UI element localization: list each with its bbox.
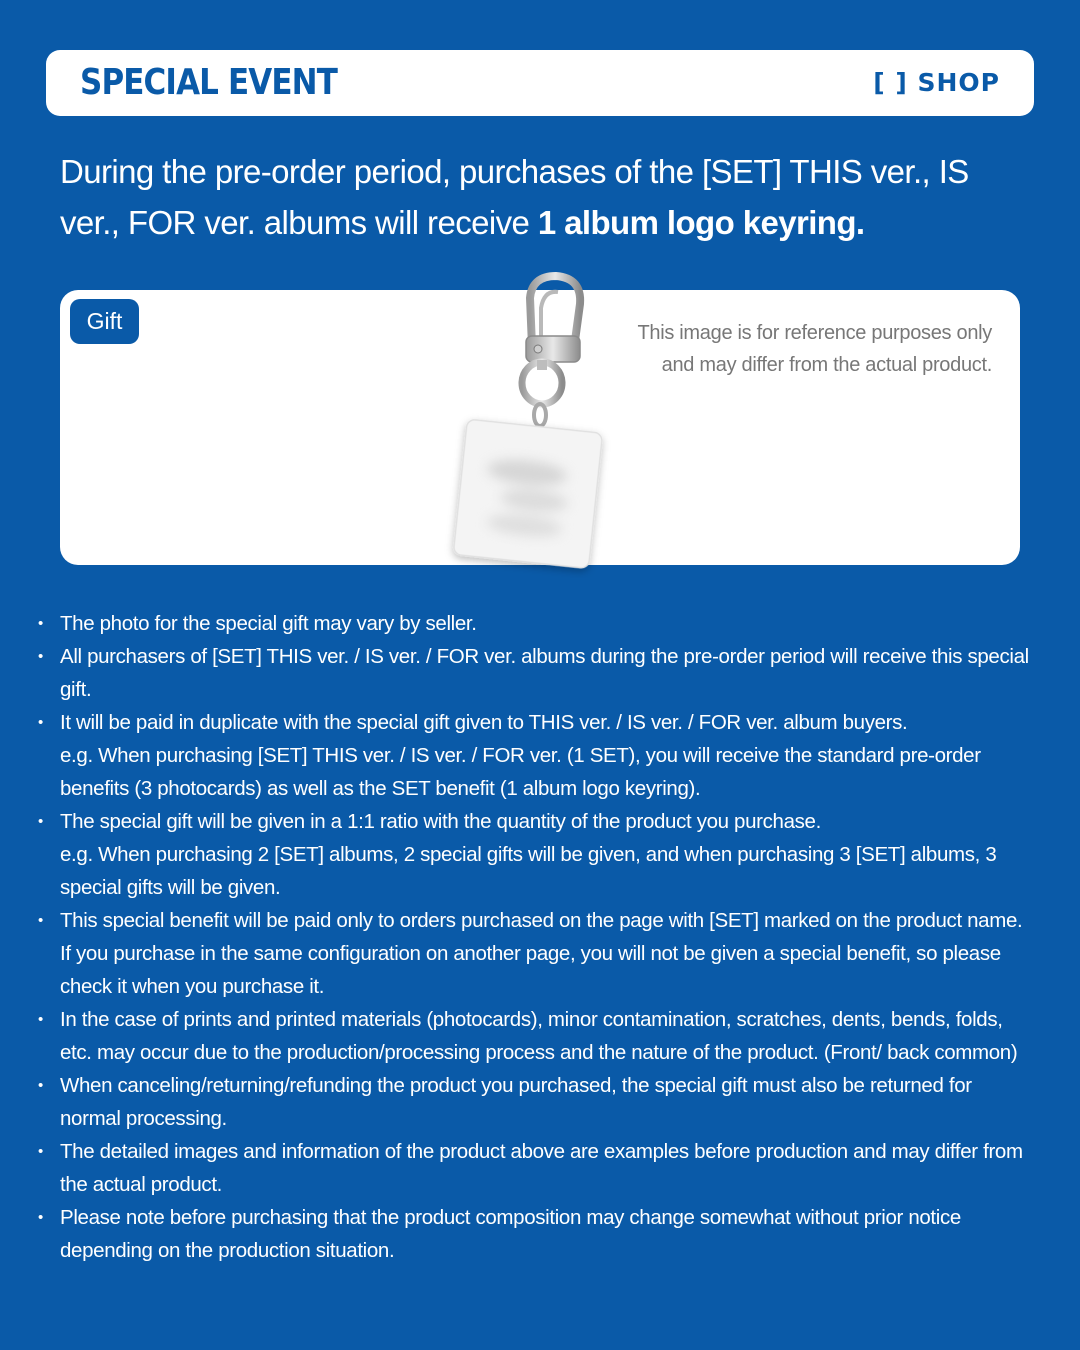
gift-badge: Gift (70, 299, 139, 344)
list-item (36, 1201, 1036, 1267)
intro-body: During the pre-order period, purchases of the [SET] THIS ver., IS ver., FOR ver. albums will receive (60, 153, 969, 241)
header-bar (46, 50, 1034, 116)
list-item (36, 1003, 1036, 1069)
note-text: In the case of prints and printed materials (photocards), minor contamination, scratches, dents, bends, folds, etc. may occur due to the production/processing process and the nature of the product. (Front/ back common) (60, 1008, 1018, 1064)
list-item (36, 1069, 1036, 1135)
note-text: Please note before purchasing that the product composition may change somewhat without prior notice depending on the production situation. (60, 1206, 961, 1262)
note-text: This special benefit will be paid only to orders purchased on the page with [SET] marked on the product name. If you purchase in the same configuration on another page, you will not be given a special benefit, so please check it when you purchase it. (60, 909, 1023, 998)
list-item (36, 904, 1036, 1003)
note-text: It will be paid in duplicate with the special gift given to THIS ver. / IS ver. / FOR ver. album buyers. (60, 711, 908, 734)
swivel-post (537, 360, 547, 370)
intro-highlight: 1 album logo keyring. (537, 204, 865, 241)
clasp-gate (541, 292, 558, 338)
note-text: All purchasers of [SET] THIS ver. / IS ver. / FOR ver. albums during the pre-order period will receive this special gift. (60, 645, 1029, 701)
reference-note (572, 317, 992, 381)
note-text: When canceling/returning/refunding the product you purchased, the special gift must also be returned for normal processing. (60, 1074, 972, 1130)
page-title: SPECIAL EVENT (80, 62, 337, 103)
list-item (36, 1135, 1036, 1201)
keyring-image (440, 268, 620, 578)
shop-label: [ ] SHOP (873, 68, 1000, 97)
note-text: The detailed images and information of the product above are examples before production and may differ from the actual product. (60, 1140, 1023, 1196)
list-item (36, 706, 1036, 805)
list-item (36, 607, 1036, 640)
reference-note-line-1: This image is for reference purposes only (637, 322, 992, 344)
note-example: e.g. When purchasing [SET] THIS ver. / IS ver. / FOR ver. (1 SET), you will receive the standard pre-order benefits (3 photocards) as well as the SET benefit (1 album logo keyring). (60, 744, 981, 800)
reference-note-line-2: and may differ from the actual product. (661, 354, 992, 376)
list-item (36, 640, 1036, 706)
note-text: The photo for the special gift may vary by seller. (60, 612, 477, 635)
note-text: The special gift will be given in a 1:1 ratio with the quantity of the product you purchase. (60, 810, 821, 833)
notes-list (36, 607, 1036, 1267)
clasp-rivet (534, 345, 542, 353)
note-example: e.g. When purchasing 2 [SET] albums, 2 special gifts will be given, and when purchasing 3 [SET] albums, 3 special gifts will be given. (60, 843, 997, 899)
list-item (36, 805, 1036, 904)
intro-text (60, 146, 1020, 248)
